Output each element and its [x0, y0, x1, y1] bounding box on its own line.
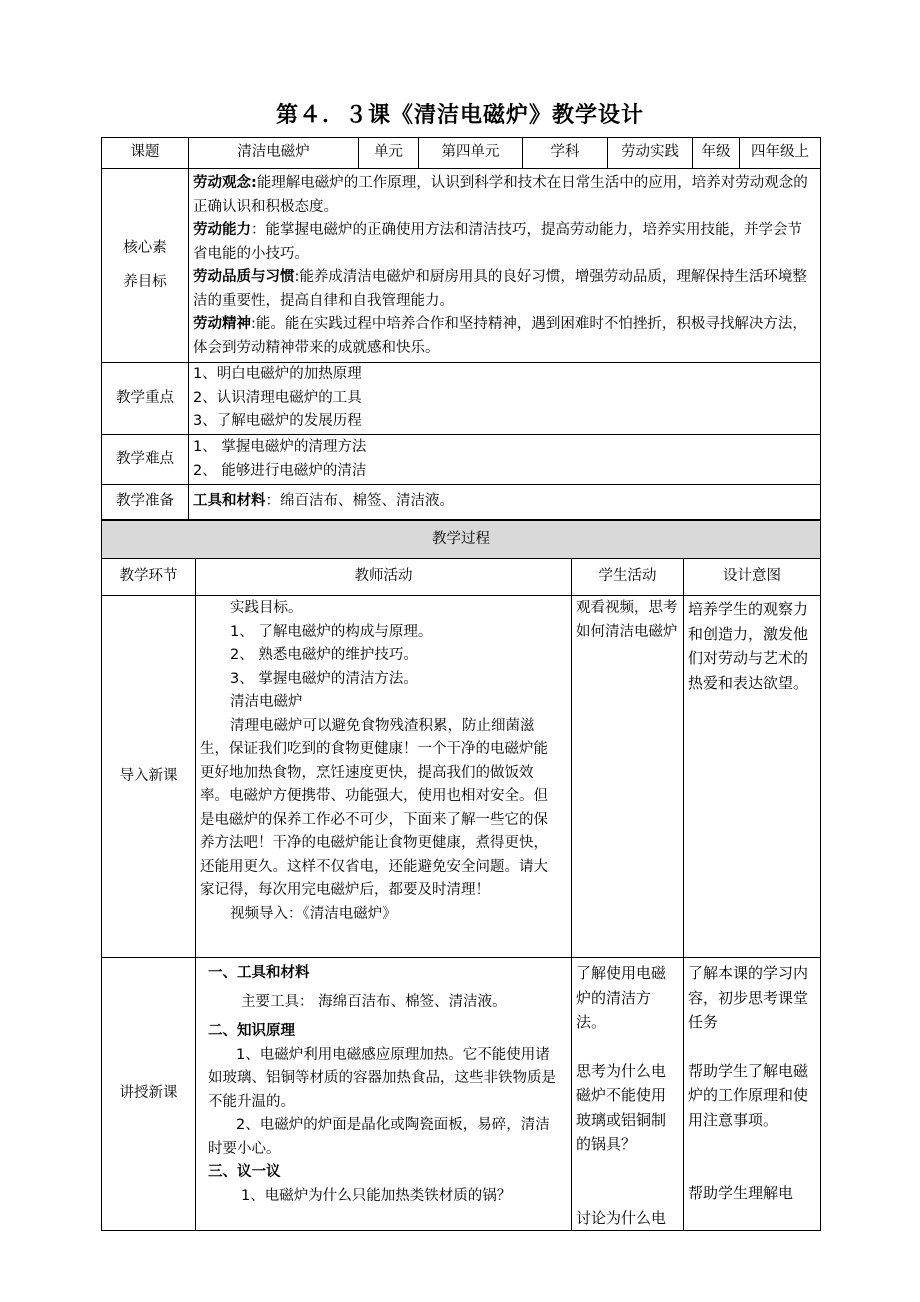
keypoint-item: 2、认识清理电磁炉的工具 [193, 389, 362, 406]
unit-label: 单元 [359, 138, 419, 169]
stage-lecture: 讲授新课 [102, 958, 196, 1231]
intro-paragraph: 清理电磁炉可以避免食物残渣积累，防止细菌滋生，保证我们吃到的食物更健康！一个干净的电磁炉能更好地加热食物，烹饪速度更快，提高我们的做饭效率。电磁炉方便携带、功能强大，使用也相对安全。但是电磁炉的保养工作必不可少，下面来了解一些它的保养方法吧！干净的电磁炉能让食物更健康，煮得更快，还能用更久。这样不仅省电，还能避免安全问题。请大家记得，每次用完电磁炉后，都要及时清理！ [200, 717, 548, 898]
lecture-design-intent [684, 958, 821, 1231]
keypoints-content [189, 363, 821, 435]
section-tools-title: 一、工具和材料 [208, 965, 310, 981]
intro-video: 视频导入：《清洁电磁炉》 [230, 905, 397, 922]
core-goals-label-line1: 核心素 [123, 240, 167, 256]
intro-student-activity: 观看视频，思考如何清洁电磁炉 [572, 596, 684, 958]
process-title: 教学过程 [102, 521, 821, 559]
grade-value: 四年级上 [740, 138, 821, 169]
core-goal-item: 劳动观念:能理解电磁炉的工作原理，认识到科学和技术在日常生活中的应用，培养对劳动观念的正确认识和积极态度。 [193, 175, 808, 215]
difficulty-item: 2、 能够进行电磁炉的清洁 [193, 462, 367, 479]
lesson-info-table [101, 137, 821, 520]
intro-line: 3、 掌握电磁炉的清洁方法。 [230, 670, 418, 687]
difficulty-item: 1、 掌握电磁炉的清理方法 [193, 439, 367, 455]
header-student: 学生活动 [572, 559, 684, 596]
header-teacher: 教师活动 [196, 559, 572, 596]
subject-value: 劳动实践 [608, 138, 693, 169]
section-discuss-title: 三、议一议 [208, 1164, 281, 1180]
section-principle-p1: 1、电磁炉利用电磁感应原理加热。它不能使用诸如玻璃、铝铜等材质的容器加热食品，这些非铁物质是不能升温的。 [208, 1046, 556, 1110]
lecture-student-activity [572, 958, 684, 1231]
prep-content: 工具和材料：绵百洁布、棉签、清洁液。 [189, 485, 821, 520]
core-goal-item: 劳动能力：能掌握电磁炉的正确使用方法和清洁技巧，提高劳动能力，培养实用技能，并学会节省电能的小技巧。 [193, 222, 802, 262]
grade-label: 年级 [693, 138, 740, 169]
lecture-student-3: 讨论为什么电 [576, 1208, 667, 1227]
difficulties-content [189, 435, 821, 485]
intro-line: 清洁电磁炉 [230, 694, 303, 710]
section-principle-p2: 2、电磁炉的炉面是晶化或陶瓷面板，易碎，清洁时要小心。 [208, 1117, 550, 1157]
core-goal-item: 劳动品质与习惯:能养成清洁电磁炉和厨房用具的良好习惯，增强劳动品质，理解保持生活环境整洁的重要性，提高自律和自我管理能力。 [193, 269, 807, 309]
keypoint-item: 1、明白电磁炉的加热原理 [193, 366, 362, 383]
lecture-intent-1: 了解本课的学习内容，初步思考课堂任务 [688, 964, 809, 1031]
core-goal-item: 劳动精神:能。能在实践过程中培养合作和坚持精神，遇到困难时不怕挫折，积极寻找解决方法，体会到劳动精神带来的成就感和快乐。 [193, 316, 807, 356]
section-principle-title: 二、知识原理 [208, 1023, 295, 1039]
keypoint-item: 3、了解电磁炉的发展历程 [193, 413, 362, 430]
stage-intro: 导入新课 [102, 596, 196, 958]
process-table [101, 520, 821, 1231]
intro-line: 2、 熟悉电磁炉的维护技巧。 [230, 647, 418, 663]
section-tools-text: 主要工具： 海绵百洁布、棉签、清洁液。 [241, 993, 507, 1010]
intro-line: 实践目标。 [230, 600, 303, 616]
unit-value: 第四单元 [419, 138, 523, 169]
intro-design-intent: 培养学生的观察力和创造力，激发他们对劳动与艺术的热爱和表达欲望。 [684, 596, 821, 958]
subject-label: 学科 [523, 138, 608, 169]
lesson-label: 课题 [102, 138, 189, 169]
lecture-student-1: 了解使用电磁炉的清洁方法。 [576, 964, 667, 1031]
section-discuss-q1: 1、电磁炉为什么只能加热类铁材质的锅？ [241, 1187, 512, 1204]
header-intent: 设计意图 [684, 559, 821, 596]
lecture-teacher-activity [196, 958, 572, 1231]
lecture-intent-3: 帮助学生理解电 [688, 1184, 794, 1202]
lecture-student-2: 思考为什么电磁炉不能使用玻璃或铝铜制的锅具？ [576, 1061, 667, 1153]
core-goals-label [102, 169, 189, 363]
lesson-value: 清洁电磁炉 [189, 138, 359, 169]
prep-label: 教学准备 [102, 485, 189, 520]
keypoints-label: 教学重点 [102, 363, 189, 435]
header-stage: 教学环节 [102, 559, 196, 596]
core-goals-label-line2: 养目标 [123, 273, 167, 290]
page-title: 第４．３课《清洁电磁炉》教学设计 [275, 103, 644, 128]
intro-teacher-activity [196, 596, 572, 958]
lecture-intent-2: 帮助学生了解电磁炉的工作原理和使用注意事项。 [688, 1061, 809, 1129]
core-goals-content [189, 169, 821, 363]
intro-line: 1、 了解电磁炉的构成与原理。 [230, 623, 433, 640]
difficulties-label: 教学难点 [102, 435, 189, 485]
